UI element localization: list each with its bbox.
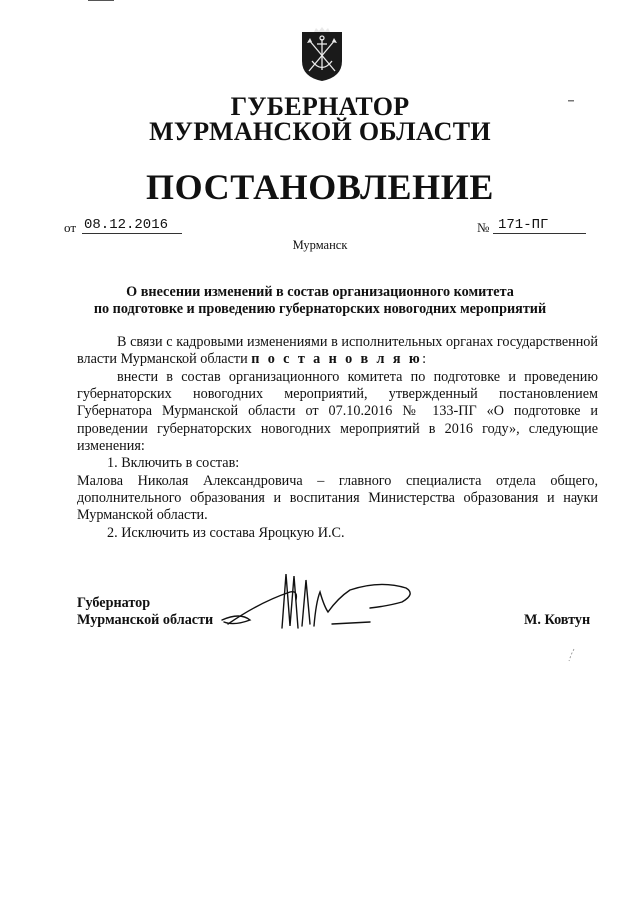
signatory-position-line1: Губернатор — [77, 595, 151, 611]
scan-artifact-line — [88, 0, 114, 1]
city-name: Мурманск — [292, 238, 348, 252]
signatory-position-line2: Мурманской области — [77, 612, 214, 628]
governor-title: ГУБЕРНАТОР — [230, 92, 410, 121]
preamble-paragraph — [77, 334, 598, 368]
item-2-text: 2. Исключить из состава Яроцкую И.С. — [107, 525, 345, 541]
signatory-name: М. Ковтун — [524, 612, 591, 628]
region-title: МУРМАНСКОЙ ОБЛАСТИ — [149, 117, 491, 146]
scan-speck — [566, 648, 576, 662]
document-type-heading: ПОСТАНОВЛЕНИЕ — [146, 167, 494, 207]
preamble-colon: : — [422, 351, 427, 368]
scan-speck — [568, 100, 574, 102]
number-prefix: № — [477, 220, 490, 235]
subject-line-2: по подготовке и проведению губернаторских новогодних мероприятий — [93, 301, 547, 317]
resolve-keyword: п о с т а н о в л я ю — [251, 351, 423, 368]
date-prefix: от — [64, 220, 77, 235]
item-1-heading: 1. Включить в состав: — [107, 455, 240, 471]
item-1-text: Малова Николая Александровича – главного специалиста отдела общего, дополнительного образования и воспитания Министерства образования и науки Мурманской области. — [77, 473, 598, 524]
document-number: 171-ПГ — [493, 218, 586, 234]
document-date: 08.12.2016 — [82, 218, 182, 234]
preamble-text: В связи с кадровыми изменениями в исполнительных органах государственной власти Мурманской области — [77, 334, 598, 368]
handwritten-signature — [220, 562, 420, 642]
main-paragraph: внести в состав организационного комитета по подготовке и проведению губернаторских новогодних мероприятий, утвержденный постановлением Губернатора Мурманской области от 07.10.2016 № 133-ПГ «О подготовке и проведении губернаторских новогодних мероприятий в 2016 году», следующие изменения: — [77, 369, 598, 454]
subject-line-1: О внесении изменений в состав организационного комитета — [126, 284, 514, 300]
coat-of-arms-icon — [299, 25, 345, 82]
